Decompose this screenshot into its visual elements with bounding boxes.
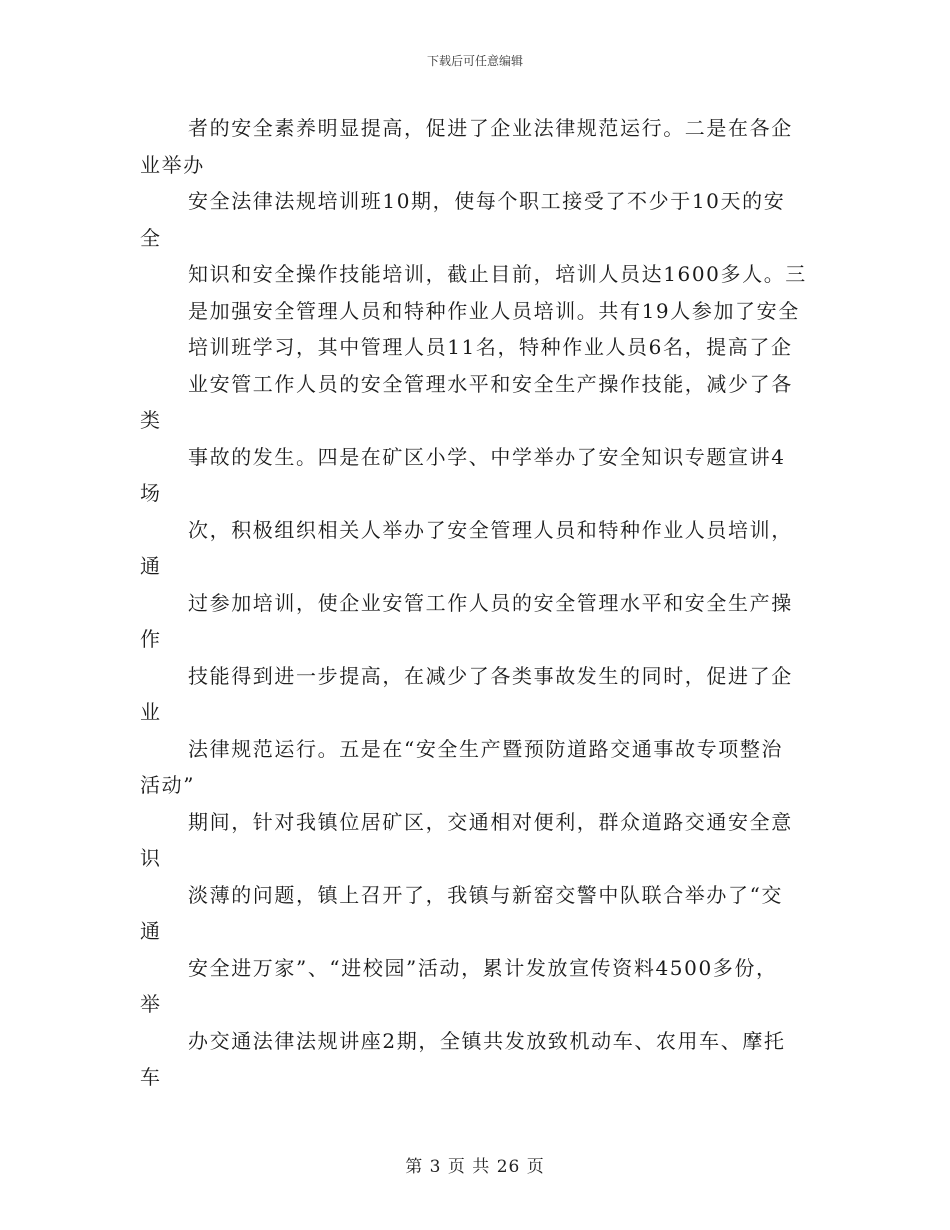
paragraph-line: 类 [140,408,162,432]
paragraph-line: 安全法律法规培训班10期，使每个职工接受了不少于10天的安 [188,189,786,213]
paragraph-line: 业举办 [140,152,205,177]
paragraph-line: 是加强安全管理人员和特种作业人员培训。共有19人参加了安全 [188,298,800,323]
document-body [140,110,820,1096]
paragraph-line: 期间，针对我镇位居矿区，交通相对便利，群众道路交通安全意 [188,809,793,834]
paragraph-line: 车 [140,1065,162,1089]
paragraph-line: 淡薄的问题，镇上召开了，我镇与新窑交警中队联合举办了“交 [188,882,784,907]
paragraph-line: 通 [140,919,162,943]
paragraph-line: 过参加培训，使企业安管工作人员的安全管理水平和安全生产操 [188,590,793,615]
paragraph-line: 知识和安全操作技能培训，截止目前，培训人员达1600多人。三 [188,262,807,286]
paragraph-line: 通 [140,554,162,578]
paragraph-line: 办交通法律法规讲座2期，全镇共发放致机动车、农用车、摩托 [188,1028,786,1053]
paragraph-line: 识 [140,846,162,870]
paragraph-line: 活动” [140,773,196,797]
paragraph-line: 事故的发生。四是在矿区小学、中学举办了安全知识专题宣讲4 [188,444,786,469]
paragraph-line: 次，积极组织相关人举办了安全管理人员和特种作业人员培训， [188,517,793,542]
paragraph-line: 业 [140,700,162,724]
paragraph-line: 举 [140,992,162,1016]
paragraph-line: 场 [140,481,162,505]
paragraph-line: 安全进万家”、“进校园”活动，累计发放宣传资料4500多份， [188,955,778,980]
page-number-footer: 第 3 页 共 26 页 [405,1157,545,1177]
page-header-note: 下载后可任意编辑 [426,54,523,68]
paragraph-line: 业安管工作人员的安全管理水平和安全生产操作技能，减少了各 [188,371,793,396]
paragraph-line: 培训班学习，其中管理人员11名，特种作业人员6名，提高了企 [188,335,793,359]
paragraph-line: 法律规范运行。五是在“安全生产暨预防道路交通事故专项整治 [188,736,784,761]
paragraph-line: 全 [140,225,162,250]
paragraph-line: 技能得到进一步提高，在减少了各类事故发生的同时，促进了企 [188,663,793,688]
paragraph-line: 者的安全素养明显提高，促进了企业法律规范运行。二是在各企 [188,116,793,140]
paragraph-line: 作 [140,627,162,651]
